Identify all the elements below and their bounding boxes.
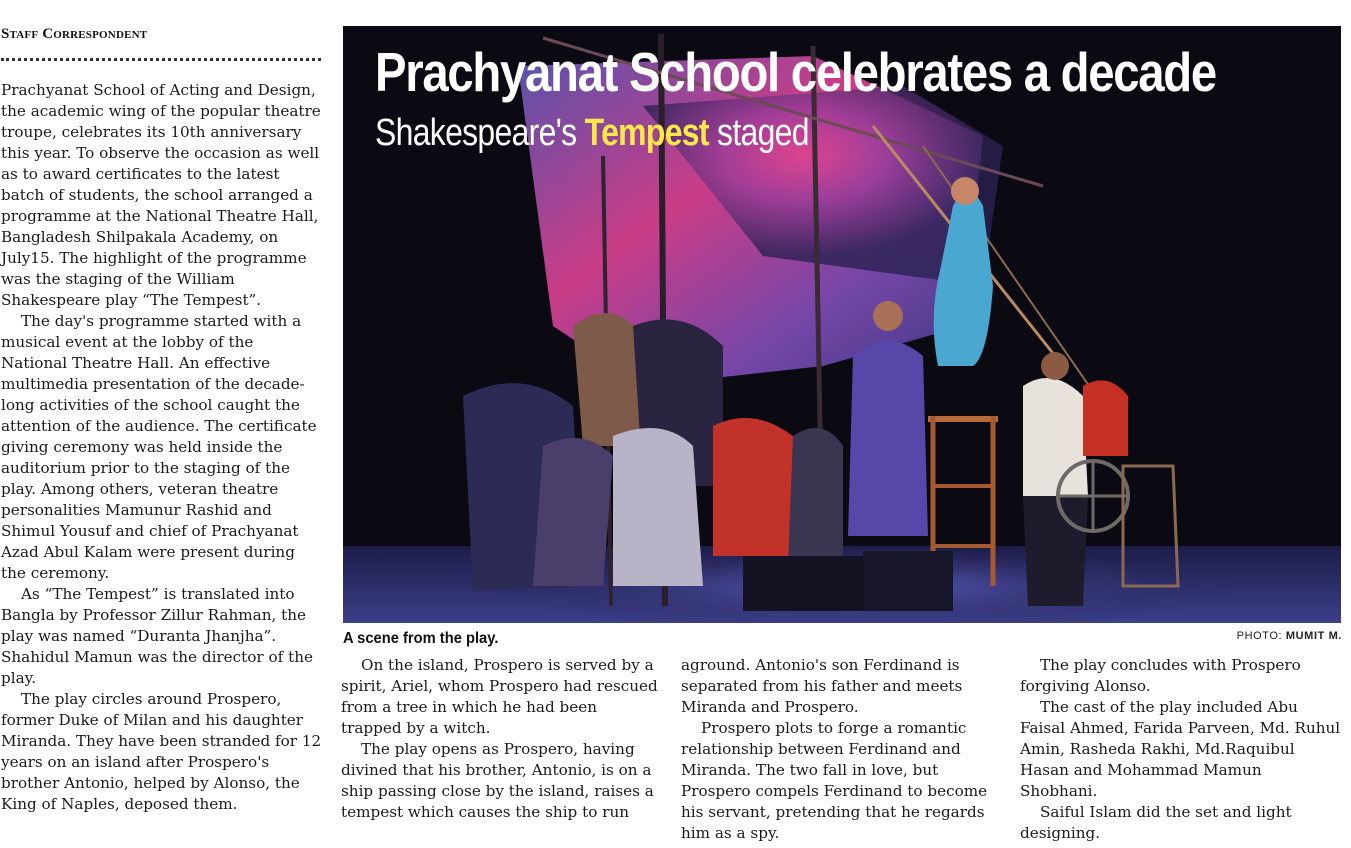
- subhead-before: Shakespeare's: [375, 112, 585, 154]
- paragraph: Prachyanat School of Acting and Design, the academic wing of the popular theatre troupe, celebrates its 10th anniversary this year. To observe the occasion as well as to award certificates to the latest batch of students, the school arranged a programme at the National Theatre Hall, Bangladesh Shilpakala Academy, on July15. The highlight of the programme was the staging of the William Shakespeare play “The Tempest”.: [1, 81, 321, 309]
- paragraph: The day's programme started with a musical event at the lobby of the National Theatre Hall. An effective multimedia presentation of the decade-long activities of the school caught the attention of the audience. The certificate giving ceremony was held inside the auditorium prior to the staging of the play. Among others, veteran theatre personalities Mamunur Rashid and Shimul Yousuf and chief of Prachyanat Azad Abul Kalam were present during the ceremony.: [1, 312, 317, 582]
- paragraph: On the island, Prospero is served by a spirit, Ariel, whom Prospero had rescued from a tree in which he had been trapped by a witch.: [341, 656, 658, 737]
- photo-credit-label: PHOTO:: [1236, 630, 1286, 642]
- paragraph: Prospero plots to forge a romantic relationship between Ferdinand and Miranda. The two fall in love, but Prospero compels Ferdinand to become his servant, pretending that he regards him as a spy.: [681, 719, 988, 842]
- photo-credit: [1237, 630, 1342, 642]
- paragraph: The play circles around Prospero, former Duke of Milan and his daughter Miranda. They have been stranded for 12 years on an island after Prospero's brother Antonio, helped by Alonso, the King of Naples, deposed them.: [1, 690, 322, 813]
- photo-caption: A scene from the play.: [343, 630, 499, 647]
- subheadline: [375, 112, 809, 155]
- subhead-after: staged: [708, 112, 809, 154]
- paragraph: aground. Antonio's son Ferdinand is separated from his father and meets Miranda and Prospero.: [681, 656, 963, 716]
- headline: Prachyanat School celebrates a decade: [375, 41, 1216, 103]
- byline: Staff Correspondent: [1, 26, 148, 42]
- paragraph: The play concludes with Prospero forgiving Alonso.: [1020, 656, 1301, 695]
- paragraph: As “The Tempest” is translated into Bangla by Professor Zillur Rahman, the play was named “Duranta Jhanjha”. Shahidul Mamun was the director of the play.: [1, 585, 313, 687]
- subhead-highlight: Tempest: [584, 112, 709, 154]
- article-column-4: [1020, 655, 1342, 844]
- byline-divider: [1, 58, 321, 61]
- article-column-3: [681, 655, 1001, 844]
- paragraph: The play opens as Prospero, having divined that his brother, Antonio, is on a ship passing close by the island, raises a tempest which causes the ship to run: [341, 740, 654, 821]
- article-column-1: [1, 80, 323, 815]
- paragraph: The cast of the play included Abu Faisal Ahmed, Farida Parveen, Md. Ruhul Amin, Rasheda Rakhi, Md.Raquibul Hasan and Mohammad Mamun Shobhani.: [1020, 698, 1341, 800]
- paragraph: Saiful Islam did the set and light designing.: [1020, 803, 1292, 842]
- photo-credit-name: MUMIT M.: [1285, 630, 1342, 642]
- stage-photo: [343, 26, 1341, 623]
- article-column-2: [341, 655, 659, 823]
